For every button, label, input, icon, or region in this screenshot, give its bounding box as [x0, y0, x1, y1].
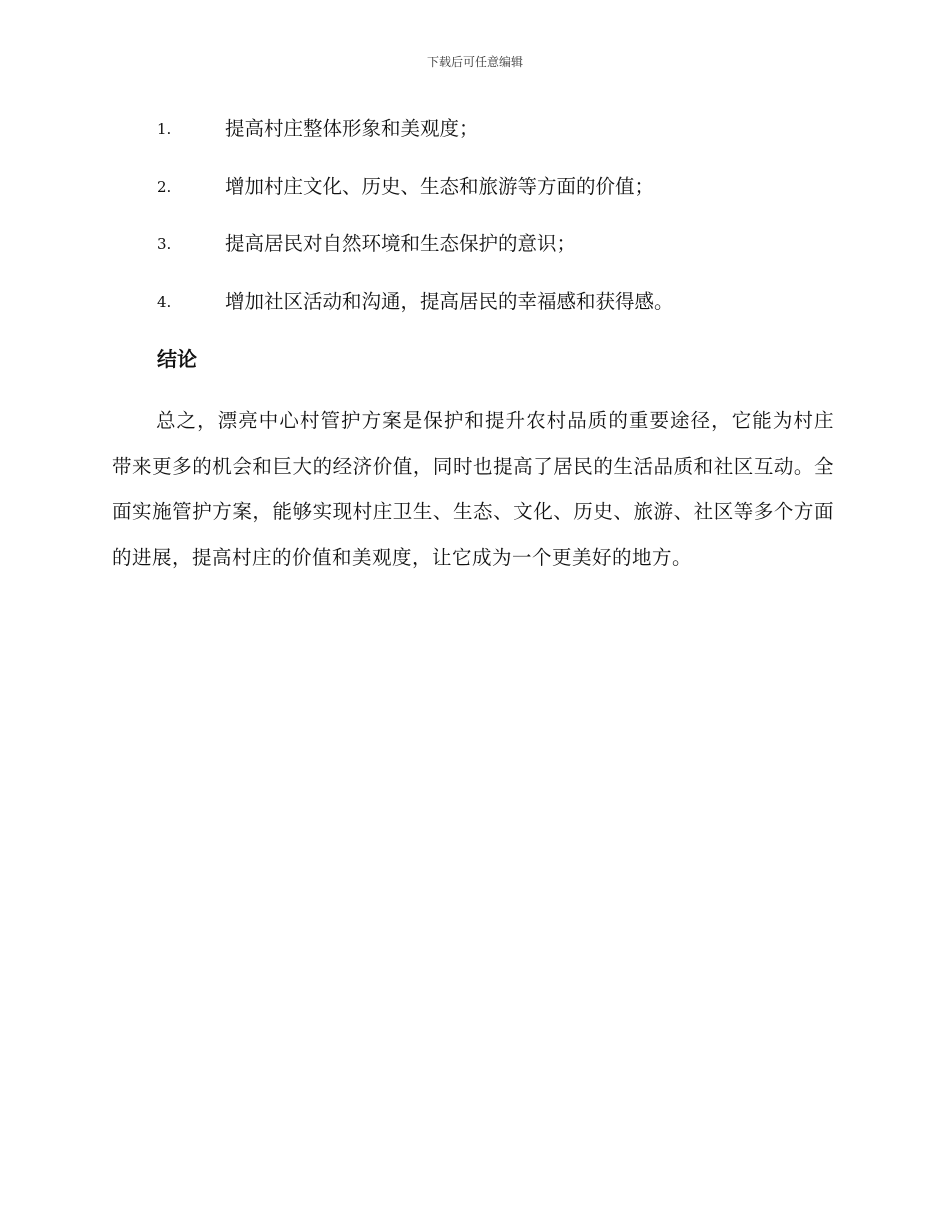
list-item-text: 增加社区活动和沟通，提高居民的幸福感和获得感。	[225, 289, 674, 313]
benefits-list	[157, 113, 857, 343]
list-item	[157, 286, 857, 344]
list-item	[157, 171, 857, 229]
list-item	[157, 228, 857, 286]
list-item-text: 提高居民对自然环境和生态保护的意识；	[225, 232, 577, 255]
conclusion-paragraph: 总之，漂亮中心村管护方案是保护和提升农村品质的重要途径，它能为村庄带来更多的机会和巨大的经济价值，同时也提高了居民的生活品质和社区互动。全面实施管护方案，能够实现村庄卫生、生态、文化、历史、旅游、社区等多个方面的进展，提高村庄的价值和美观度，让它成为一个更美好的地方。	[112, 409, 834, 569]
list-item-number: 2.	[157, 177, 172, 196]
list-item-number: 4.	[157, 292, 172, 311]
list-item-text: 提高村庄整体形象和美观度；	[225, 117, 479, 140]
list-item-number: 1.	[157, 120, 172, 138]
list-item-text: 增加村庄文化、历史、生态和旅游等方面的价值；	[225, 174, 655, 198]
conclusion-heading: 结论	[157, 347, 197, 371]
page-header-note: 下载后可任意编辑	[426, 55, 523, 69]
list-item-number: 3.	[157, 235, 172, 253]
list-item	[157, 113, 857, 171]
